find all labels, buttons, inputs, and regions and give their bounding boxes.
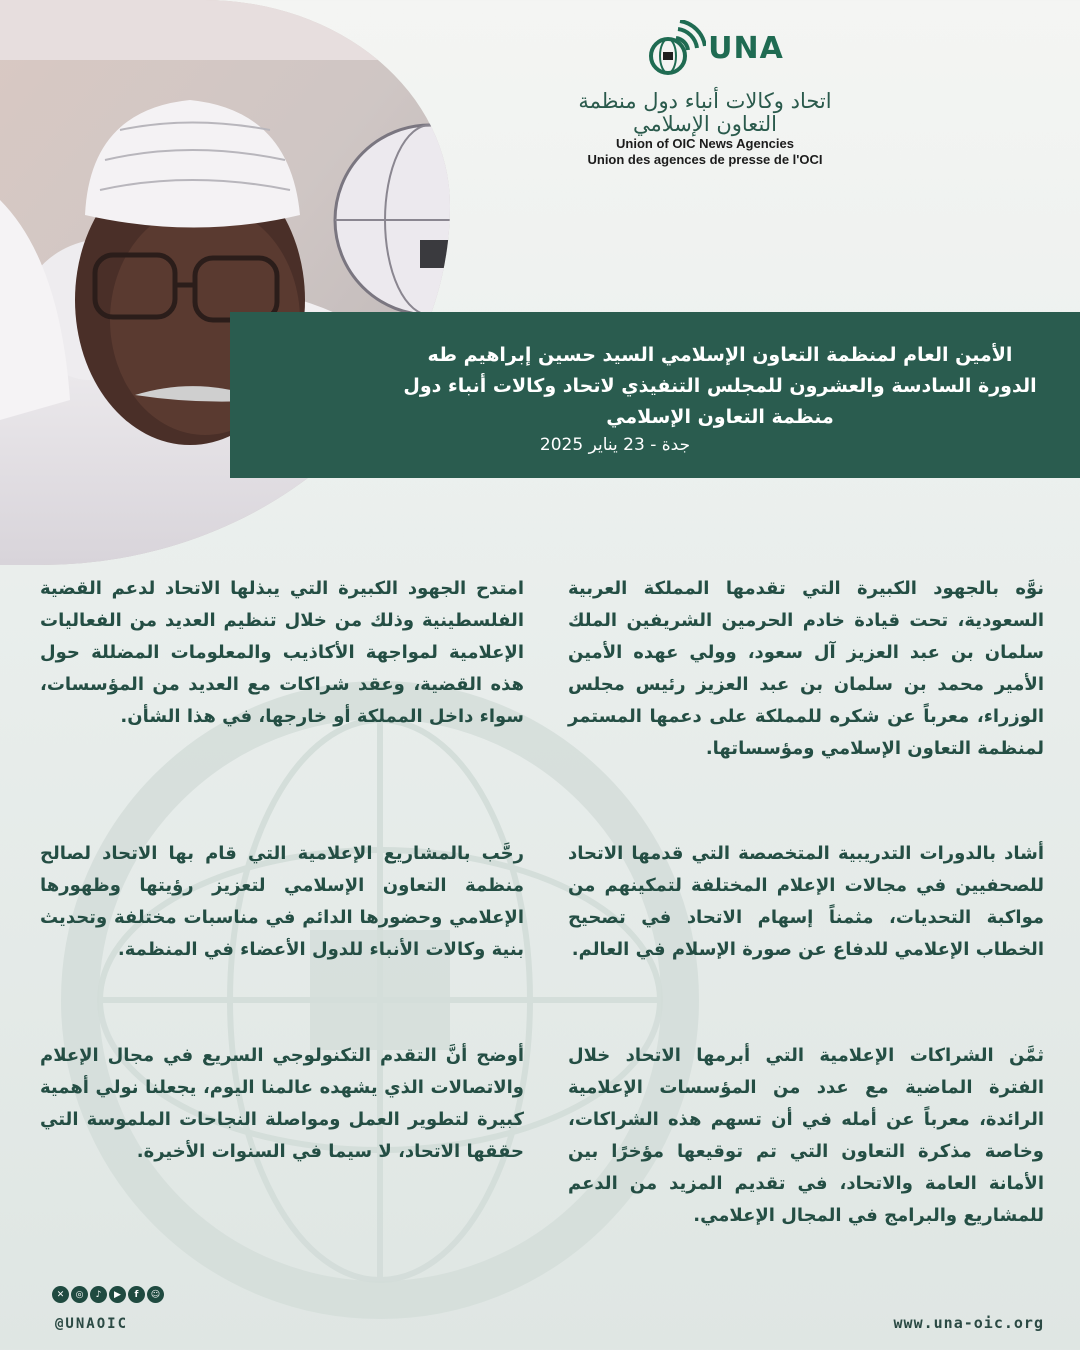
- instagram-icon[interactable]: ◎: [71, 1286, 88, 1303]
- paragraph-saudi-support: نوَّه بالجهود الكبيرة التي تقدمها المملكة العربية السعودية، تحت قيادة خادم الحرمين الشريفين الملك سلمان بن عبد العزيز آل سعود، وولي عهده الأمين الأمير محمد بن سلمان بن عبد العزيز رئيس مجلس الوزراء، معرباً عن شكره للمملكة على دعمها المستمر لمنظمة التعاون الإسلامي ومؤسساتها.: [568, 578, 1044, 759]
- paragraph-partnerships: ثمَّن الشراكات الإعلامية التي أبرمها الاتحاد خلال الفترة الماضية مع عدد من المؤسسات الإعلامية الرائدة، معرباً عن أمله في أن تسهم هذه الشراكات، وخاصة مذكرة التعاون التي تم توقيعها مؤخرًا بين الأمانة العامة والاتحاد، في تقديم المزيد من الدعم للمشاريع والبرامج في المجال الإعلامي.: [568, 1045, 1044, 1226]
- youtube-icon[interactable]: ▶: [109, 1286, 126, 1303]
- snapchat-icon[interactable]: ☺: [147, 1286, 164, 1303]
- dateline: جدة - 23 يناير 2025: [539, 435, 691, 455]
- paragraph-palestine-support: امتدح الجهود الكبيرة التي يبذلها الاتحاد لدعم القضية الفلسطينية وذلك من خلال تنظيم العديد من الفعاليات الإعلامية لمواجهة الأكاذيب والمعلومات المضللة حول هذه القضية، وعقد شراكات مع العديد من المؤسسات، سواء داخل المملكة أو خارجها، في هذا الشأن.: [40, 578, 524, 727]
- logo-text: UNA: [708, 30, 784, 66]
- social-icons: [52, 1286, 164, 1303]
- headline-banner: [230, 312, 1080, 478]
- una-logo: [570, 20, 840, 180]
- portrait-photo: [0, 0, 450, 565]
- tiktok-icon[interactable]: ♪: [90, 1286, 107, 1303]
- logo-french-name: Union des agences de presse de l'OCI: [587, 152, 823, 168]
- paragraph-training-courses: أشاد بالدورات التدريبية المتخصصة التي قدمها الاتحاد للصحفيين في مجالات الإعلام المختلفة لتمكينهم من مواكبة التحديات، مثمناً إسهام الاتحاد في تصحيح الخطاب الإعلامي للدفاع عن صورة الإسلام في العالم.: [568, 843, 1044, 960]
- logo-mark: [590, 20, 840, 76]
- headline: الأمين العام لمنظمة التعاون الإسلامي السيد حسين إبراهيم طه الدورة السادسة والعشرون للمجلس التنفيذي لاتحاد وكالات أنباء دول منظمة التعاون الإسلامي: [403, 344, 1037, 428]
- paragraph-media-projects: رحَّب بالمشاريع الإعلامية التي قام بها الاتحاد لصالح منظمة التعاون الإسلامي لتعزيز رؤيتها وظهورها الإعلامي وحضورها الدائم في مناسبات مختلفة وتحديث بنية وكالات الأنباء للدول الأعضاء في المنظمة.: [40, 843, 524, 960]
- social-handle[interactable]: @UNAOIC: [55, 1316, 129, 1332]
- broadcast-globe-icon: [646, 20, 706, 76]
- facebook-icon[interactable]: f: [128, 1286, 145, 1303]
- logo-arabic-name: اتحاد وكالات أنباء دول منظمة التعاون الإسلامي: [578, 89, 832, 137]
- website-link[interactable]: www.una-oic.org: [893, 1314, 1044, 1332]
- x-icon[interactable]: ✕: [52, 1286, 69, 1303]
- logo-english-name: Union of OIC News Agencies: [616, 136, 794, 152]
- paragraph-tech-progress: أوضح أنَّ التقدم التكنولوجي السريع في مجال الإعلام والاتصالات الذي يشهده عالمنا اليوم، يجعلنا نولي أهمية كبيرة لتطوير العمل ومواصلة النجاحات الملموسة التي حققها الاتحاد، لا سيما في السنوات الأخيرة.: [40, 1045, 524, 1162]
